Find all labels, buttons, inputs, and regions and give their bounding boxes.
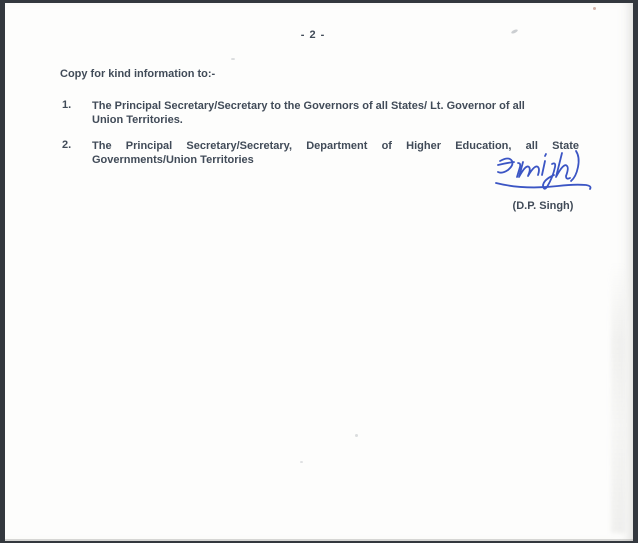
scan-artifact (355, 434, 358, 437)
scan-artifact (593, 7, 596, 10)
item-text-line: The Principal Secretary/Secretary to the Governors of all States/ Lt. Governor of all (92, 100, 525, 112)
item-number: 1. (62, 99, 72, 111)
item-number: 2. (62, 139, 72, 151)
item-text-line: The Principal Secretary/Secretary, Department of Higher Education, all State (92, 140, 579, 152)
signature-scribble-icon (492, 149, 598, 201)
scan-artifact (231, 58, 235, 60)
copy-info-heading: Copy for kind information to:- (60, 68, 216, 80)
item-text (92, 99, 579, 127)
signatory-name: (D.P. Singh) (512, 200, 574, 212)
paper-sheet (5, 3, 633, 541)
item-text-line: Governments/Union Territories (92, 154, 254, 166)
item-text-line: Union Territories. (92, 114, 183, 126)
scan-artifact (300, 461, 303, 463)
page-number: - 2 - (300, 29, 326, 41)
scan-smudge (611, 263, 625, 533)
